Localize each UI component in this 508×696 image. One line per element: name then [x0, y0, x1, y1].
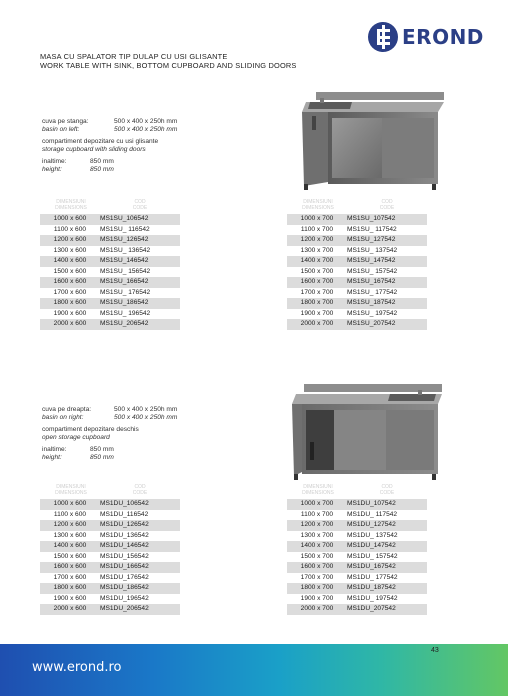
- table-header: [40, 485, 180, 499]
- table-header: [287, 485, 427, 499]
- table-row: [287, 298, 427, 309]
- page-number: 43: [431, 647, 439, 654]
- code-cell: MS1DU_116542: [100, 510, 149, 518]
- dimension-cell: 1000 x 700: [300, 215, 334, 222]
- code-cell: MS1DU_ 197542: [347, 594, 398, 602]
- dimension-cell: 1400 x 700: [300, 257, 334, 264]
- code-cell: MS1DU_166542: [100, 563, 149, 570]
- dimension-cell: 1200 x 700: [300, 236, 334, 243]
- worktable-left-sink-image: [298, 88, 448, 190]
- dimension-cell: 1900 x 600: [53, 594, 87, 602]
- table-row: [40, 510, 180, 521]
- height-label-ro: inaltime:: [42, 446, 67, 454]
- table-row: [40, 319, 180, 330]
- section1-table-600: [40, 200, 180, 330]
- header-code-ro: COD: [134, 484, 146, 490]
- code-cell: MS1DU_107542: [347, 500, 396, 507]
- dimension-cell: 1000 x 600: [53, 500, 87, 507]
- code-cell: MS1DU_167542: [347, 563, 396, 570]
- table-row: [287, 319, 427, 330]
- table-row: [287, 604, 427, 615]
- code-cell: MS1DU_ 137542: [347, 531, 398, 539]
- table-row: [287, 256, 427, 267]
- dimension-cell: 1900 x 700: [300, 594, 334, 602]
- dimension-cell: 1600 x 700: [300, 278, 334, 285]
- code-cell: MS1SU_ 196542: [100, 309, 151, 317]
- table-row: [40, 225, 180, 236]
- header-dimensions-en: DIMENSIONS: [302, 489, 334, 496]
- dimension-cell: 1000 x 600: [53, 215, 87, 222]
- header-dimensions-ro: DIMENSIUNI: [303, 484, 333, 490]
- header-dimensions-en: DIMENSIONS: [55, 204, 87, 211]
- dimension-cell: 1200 x 700: [300, 521, 334, 528]
- code-cell: MS1SU_207542: [347, 320, 396, 327]
- table-row: [287, 510, 427, 521]
- table-header: [40, 200, 180, 214]
- code-cell: MS1DU_126542: [100, 521, 149, 528]
- header-code-ro: COD: [381, 199, 393, 205]
- table-row: [40, 256, 180, 267]
- basin-label-en: basin on right:: [42, 413, 84, 421]
- table-row: [40, 267, 180, 278]
- table-row: [40, 235, 180, 246]
- section1-specs: [42, 118, 177, 174]
- basin-label-ro: cuva pe dreapta:: [42, 406, 92, 413]
- table-row: [40, 573, 180, 584]
- dimension-cell: 1700 x 700: [300, 573, 334, 581]
- code-cell: MS1SU_ 197542: [347, 309, 398, 317]
- title-ro: MASA CU SPALATOR TIP DULAP CU USI GLISANTE: [40, 52, 228, 61]
- storage-ro: compartiment depozitare deschis: [42, 426, 139, 434]
- table-row: [40, 552, 180, 563]
- table-rows: [40, 499, 180, 615]
- table-row: [40, 277, 180, 288]
- dimension-cell: 1800 x 600: [53, 299, 87, 306]
- dimension-cell: 1400 x 700: [300, 542, 334, 549]
- code-cell: MS1SU_126542: [100, 236, 149, 243]
- header-code-en: CODE: [132, 204, 148, 211]
- table-row: [287, 520, 427, 531]
- dimension-cell: 1800 x 700: [300, 584, 334, 591]
- basin-value-ro: 500 x 400 x 250h mm: [114, 118, 178, 125]
- section2-table-700: [287, 485, 427, 615]
- dimension-cell: 1700 x 600: [53, 573, 87, 581]
- code-cell: MS1DU_196542: [100, 594, 149, 602]
- height-label-ro: inaltime:: [42, 158, 67, 166]
- basin-label-en: basin on left:: [42, 125, 80, 133]
- table-row: [287, 562, 427, 573]
- table-header: [287, 200, 427, 214]
- code-cell: MS1SU_147542: [347, 257, 396, 264]
- dimension-cell: 1400 x 600: [53, 257, 87, 264]
- dimension-cell: 1500 x 600: [53, 267, 87, 275]
- header-code-en: CODE: [132, 489, 148, 496]
- dimension-cell: 1300 x 600: [53, 531, 87, 539]
- section1-table-700: [287, 200, 427, 330]
- dimension-cell: 1200 x 600: [53, 521, 87, 528]
- storage-en: open storage cupboard: [42, 433, 110, 441]
- header-code-en: CODE: [379, 204, 395, 211]
- code-cell: MS1SU_ 177542: [347, 288, 398, 296]
- basin-label-ro: cuva pe stanga:: [42, 118, 89, 125]
- code-cell: MS1DU_206542: [100, 605, 149, 612]
- table-row: [287, 214, 427, 225]
- code-cell: MS1DU_ 117542: [347, 510, 398, 518]
- code-cell: MS1DU_186542: [100, 584, 149, 591]
- code-cell: MS1SU_167542: [347, 278, 396, 285]
- dimension-cell: 1000 x 700: [300, 500, 334, 507]
- table-row: [287, 594, 427, 605]
- dimension-cell: 1600 x 700: [300, 563, 334, 570]
- dimension-cell: 1500 x 600: [53, 552, 87, 560]
- header-dimensions-ro: DIMENSIUNI: [303, 199, 333, 205]
- dimension-cell: 2000 x 700: [300, 605, 334, 612]
- dimension-cell: 1300 x 600: [53, 246, 87, 254]
- height-value-en: 850 mm: [90, 453, 114, 461]
- dimension-cell: 1100 x 700: [300, 510, 334, 518]
- code-cell: MS1DU_147542: [347, 542, 396, 549]
- code-cell: MS1SU_187542: [347, 299, 396, 306]
- dimension-cell: 1100 x 600: [53, 225, 87, 233]
- dimension-cell: 1100 x 700: [300, 225, 334, 233]
- header-code-ro: COD: [381, 484, 393, 490]
- code-cell: MS1SU_ 156542: [100, 267, 151, 275]
- table-row: [287, 309, 427, 320]
- code-cell: MS1SU_107542: [347, 215, 396, 222]
- table-row: [40, 499, 180, 510]
- dimension-cell: 1600 x 600: [53, 563, 87, 570]
- header-dimensions-ro: DIMENSIUNI: [56, 199, 86, 205]
- table-row: [40, 604, 180, 615]
- code-cell: MS1SU_ 116542: [100, 225, 150, 233]
- dimension-cell: 1800 x 600: [53, 584, 87, 591]
- table-row: [287, 288, 427, 299]
- website-link[interactable]: www.erond.ro: [32, 660, 122, 675]
- dimension-cell: 1900 x 700: [300, 309, 334, 317]
- dimension-cell: 1700 x 700: [300, 288, 334, 296]
- code-cell: MS1DU_106542: [100, 500, 149, 507]
- table-row: [40, 594, 180, 605]
- height-label-en: height:: [42, 453, 62, 461]
- basin-value-en: 500 x 400 x 250h mm: [114, 125, 178, 133]
- dimension-cell: 1200 x 600: [53, 236, 87, 243]
- table-row: [40, 562, 180, 573]
- storage-en: storage cupboard with sliding doors: [42, 145, 146, 153]
- code-cell: MS1SU_ 176542: [100, 288, 151, 296]
- table-row: [40, 531, 180, 542]
- code-cell: MS1DU_ 157542: [347, 552, 398, 560]
- code-cell: MS1SU_166542: [100, 278, 149, 285]
- table-rows: [40, 214, 180, 330]
- height-label-en: height:: [42, 165, 62, 173]
- code-cell: MS1DU_187542: [347, 584, 396, 591]
- code-cell: MS1DU_176542: [100, 573, 149, 581]
- dimension-cell: 1700 x 600: [53, 288, 87, 296]
- table-rows: [287, 499, 427, 615]
- brand-logo: [368, 22, 484, 52]
- dimension-cell: 2000 x 700: [300, 320, 334, 327]
- page-title: [40, 52, 297, 70]
- code-cell: MS1SU_127542: [347, 236, 396, 243]
- code-cell: MS1SU_106542: [100, 215, 149, 222]
- table-row: [287, 552, 427, 563]
- header-code-en: CODE: [379, 489, 395, 496]
- code-cell: MS1DU_156542: [100, 552, 149, 560]
- code-cell: MS1DU_207542: [347, 605, 396, 612]
- table-row: [40, 583, 180, 594]
- code-cell: MS1SU_206542: [100, 320, 149, 327]
- erond-logo-icon: [368, 22, 398, 52]
- table-row: [287, 499, 427, 510]
- height-value-ro: 850 mm: [90, 158, 114, 166]
- table-row: [287, 583, 427, 594]
- brand-name: EROND: [402, 25, 484, 49]
- dimension-cell: 1100 x 600: [53, 510, 87, 518]
- table-row: [40, 214, 180, 225]
- code-cell: MS1DU_146542: [100, 542, 149, 549]
- code-cell: MS1SU_ 117542: [347, 225, 397, 233]
- table-row: [287, 225, 427, 236]
- table-row: [287, 541, 427, 552]
- dimension-cell: 1500 x 700: [300, 552, 334, 560]
- title-en: WORK TABLE WITH SINK, BOTTOM CUPBOARD AND SLIDING DOORS: [40, 61, 297, 70]
- basin-value-en: 500 x 400 x 250h mm: [114, 413, 178, 421]
- header-dimensions-en: DIMENSIONS: [302, 204, 334, 211]
- dimension-cell: 1600 x 600: [53, 278, 87, 285]
- dimension-cell: 1800 x 700: [300, 299, 334, 306]
- table-row: [40, 520, 180, 531]
- dimension-cell: 1900 x 600: [53, 309, 87, 317]
- table-row: [40, 288, 180, 299]
- code-cell: MS1DU_136542: [100, 531, 149, 539]
- table-row: [287, 246, 427, 257]
- header-dimensions-ro: DIMENSIUNI: [56, 484, 86, 490]
- table-row: [287, 531, 427, 542]
- dimension-cell: 1300 x 700: [300, 531, 334, 539]
- table-row: [287, 573, 427, 584]
- basin-value-ro: 500 x 400 x 250h mm: [114, 406, 178, 413]
- table-row: [40, 246, 180, 257]
- table-row: [40, 541, 180, 552]
- table-rows: [287, 214, 427, 330]
- code-cell: MS1SU_146542: [100, 257, 149, 264]
- dimension-cell: 2000 x 600: [53, 320, 87, 327]
- height-value-en: 850 mm: [90, 165, 114, 173]
- section2-table-600: [40, 485, 180, 615]
- height-value-ro: 850 mm: [90, 446, 114, 454]
- table-row: [40, 298, 180, 309]
- dimension-cell: 1400 x 600: [53, 542, 87, 549]
- code-cell: MS1DU_ 177542: [347, 573, 398, 581]
- dimension-cell: 2000 x 600: [53, 605, 87, 612]
- table-row: [287, 267, 427, 278]
- section2-specs: [42, 406, 177, 462]
- code-cell: MS1SU_ 137542: [347, 246, 398, 254]
- code-cell: MS1SU_ 136542: [100, 246, 151, 254]
- header-code-ro: COD: [134, 199, 146, 205]
- dimension-cell: 1300 x 700: [300, 246, 334, 254]
- table-row: [287, 277, 427, 288]
- worktable-right-sink-image: [290, 380, 448, 480]
- dimension-cell: 1500 x 700: [300, 267, 334, 275]
- header-dimensions-en: DIMENSIONS: [55, 489, 87, 496]
- table-row: [287, 235, 427, 246]
- code-cell: MS1SU_ 157542: [347, 267, 398, 275]
- storage-ro: compartiment depozitare cu usi glisante: [42, 138, 159, 146]
- code-cell: MS1DU_127542: [347, 521, 396, 528]
- code-cell: MS1SU_186542: [100, 299, 149, 306]
- table-row: [40, 309, 180, 320]
